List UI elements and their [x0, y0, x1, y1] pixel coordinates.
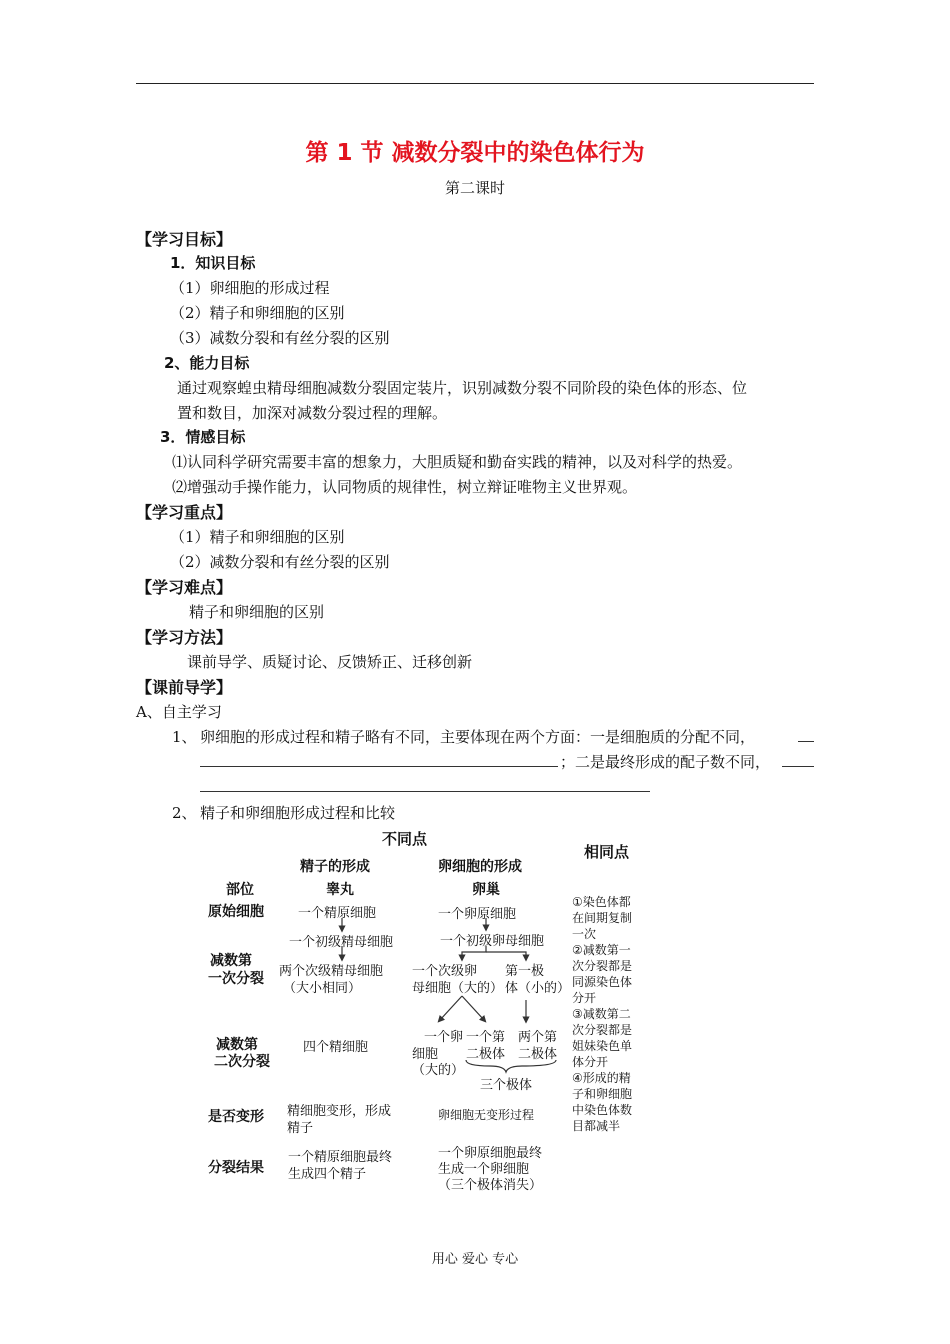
- first-polar-body: 体（小的）: [505, 981, 571, 996]
- knowledge-item: （3）减数分裂和有丝分裂的区别: [170, 329, 390, 347]
- row-label-meiosis2: 二次分裂: [214, 1054, 270, 1070]
- egg-result: 一个卵原细胞最终: [438, 1146, 543, 1161]
- same-point-line: 一次: [572, 927, 597, 941]
- same-point-line: 在间期复制: [572, 911, 633, 925]
- preview-heading: 【课前导学】: [136, 678, 233, 697]
- egg-primary-cell: 一个初级卵母细胞: [440, 934, 545, 949]
- egg-secondary-cell: 母细胞（大的）: [412, 981, 504, 996]
- key-points-heading: 【学习重点】: [136, 503, 233, 522]
- knowledge-heading: 1．知识目标: [170, 254, 256, 272]
- sperm-original-cell: 一个精原细胞: [298, 906, 377, 921]
- egg-cell: （大的）: [412, 1063, 465, 1078]
- sperm-primary-cell: 一个初级精母细胞: [289, 935, 394, 950]
- row-label-meiosis1: 一次分裂: [208, 971, 264, 987]
- question-1-text: 卵细胞的形成过程和精子略有不同，主要体现在两个方面：一是细胞质的分配不同，: [200, 728, 756, 746]
- sperm-result: 一个精原细胞最终: [288, 1150, 393, 1165]
- method-text: 课前导学、质疑讨论、反馈矫正、迁移创新: [187, 653, 473, 671]
- method-heading: 【学习方法】: [136, 628, 233, 647]
- egg-deform: 卵细胞无变形过程: [438, 1108, 535, 1122]
- sperm-secondary-note: （大小相同）: [283, 981, 362, 996]
- same-point-line: 分开: [572, 991, 597, 1005]
- polar-body-brace: [466, 1060, 556, 1072]
- egg-secondary-cell: 一个次级卵: [412, 964, 478, 979]
- page-title: 第 1 节 减数分裂中的染色体行为: [305, 140, 645, 166]
- egg-result: （三个极体消失）: [438, 1178, 543, 1193]
- egg-cell: 细胞: [412, 1047, 439, 1062]
- diagram-same-header: 相同点: [584, 843, 630, 861]
- sperm-secondary-cells: 两个次级精母细胞: [279, 964, 384, 979]
- second-polar-bodies: 二极体: [518, 1047, 558, 1062]
- emotion-heading: 3．情感目标: [160, 428, 246, 446]
- emotion-item: ⑵增强动手操作能力，认同物质的规律性，树立辩证唯物主义世界观。: [172, 478, 638, 496]
- key-point-item: （1）精子和卵细胞的区别: [170, 528, 345, 546]
- question-2-text: 精子和卵细胞形成过程和比较: [200, 804, 396, 822]
- difficulty-text: 精子和卵细胞的区别: [189, 603, 325, 621]
- difficulty-heading: 【学习难点】: [136, 578, 233, 597]
- three-polar-bodies: 三个极体: [480, 1078, 533, 1093]
- question-1-number: 1、: [172, 728, 197, 746]
- knowledge-item: （2）精子和卵细胞的区别: [170, 304, 345, 322]
- page-subtitle: 第二课时: [444, 179, 505, 197]
- row-label-deform: 是否变形: [208, 1109, 264, 1125]
- page-footer: 用心 爱心 专心: [431, 1252, 519, 1267]
- same-point-line: 同源染色体: [572, 975, 633, 989]
- second-polar-body: 二极体: [466, 1047, 506, 1062]
- first-polar-body: 第一极: [505, 964, 545, 979]
- same-point-line: 次分裂都是: [572, 1023, 633, 1037]
- same-point-line: ①染色体都: [572, 895, 631, 909]
- egg-cell: 一个卵: [424, 1030, 464, 1045]
- egg-arrow-2a: [462, 946, 486, 958]
- same-point-line: ④形成的精: [572, 1071, 631, 1085]
- diagram-diff-header: 不同点: [382, 830, 428, 848]
- ability-text: 置和数目，加深对减数分裂过程的理解。: [177, 404, 448, 422]
- same-point-line: 次分裂都是: [572, 959, 633, 973]
- row-label-meiosis2: 减数第: [216, 1037, 258, 1053]
- sperm-deform: 精子: [287, 1121, 314, 1136]
- row-label-original: 原始细胞: [208, 904, 264, 920]
- same-point-line: 子和卵细胞: [572, 1087, 633, 1101]
- egg-location: 卵巢: [472, 882, 500, 898]
- egg-result: 生成一个卵细胞: [438, 1162, 530, 1177]
- same-point-line: ③减数第二: [572, 1007, 631, 1021]
- same-point-line: 体分开: [572, 1055, 609, 1069]
- ability-text: 通过观察蝗虫精母细胞减数分裂固定装片，识别减数分裂不同阶段的染色体的形态、位: [177, 379, 748, 397]
- sperm-result: 生成四个精子: [288, 1167, 367, 1182]
- row-label-result: 分裂结果: [208, 1160, 264, 1176]
- sperm-location: 睾丸: [326, 882, 354, 898]
- objectives-heading: 【学习目标】: [136, 230, 233, 249]
- sperm-column-header: 精子的形成: [300, 859, 370, 875]
- second-polar-body: 一个第: [466, 1030, 506, 1045]
- sperm-spermatids: 四个精细胞: [303, 1040, 369, 1055]
- egg-original-cell: 一个卵原细胞: [438, 907, 517, 922]
- same-point-line: ②减数第一: [572, 943, 631, 957]
- same-point-line: 目都减半: [572, 1119, 621, 1133]
- same-point-line: 姐妹染色单: [572, 1039, 633, 1053]
- same-point-line: 中染色体数: [572, 1103, 633, 1117]
- key-point-item: （2）减数分裂和有丝分裂的区别: [170, 553, 390, 571]
- section-a-label: A、自主学习: [136, 703, 222, 721]
- sperm-deform: 精细胞变形，形成: [287, 1104, 392, 1119]
- emotion-item: ⑴认同科学研究需要丰富的想象力，大胆质疑和勤奋实践的精神，以及对科学的热爱。: [172, 453, 743, 471]
- second-polar-bodies: 两个第: [518, 1030, 558, 1045]
- question-1-mid-text: ；二是最终形成的配子数不同，: [560, 753, 771, 771]
- knowledge-item: （1）卵细胞的形成过程: [170, 279, 330, 297]
- row-label-location: 部位: [226, 882, 254, 898]
- row-label-meiosis1: 减数第: [210, 953, 252, 969]
- question-2-number: 2、: [172, 804, 197, 822]
- ability-heading: 2、能力目标: [164, 354, 250, 372]
- egg-column-header: 卵细胞的形成: [438, 859, 522, 875]
- egg-arrow-2b: [486, 952, 526, 958]
- egg-arrow-3a: [440, 996, 462, 1020]
- egg-arrow-3b: [462, 996, 484, 1020]
